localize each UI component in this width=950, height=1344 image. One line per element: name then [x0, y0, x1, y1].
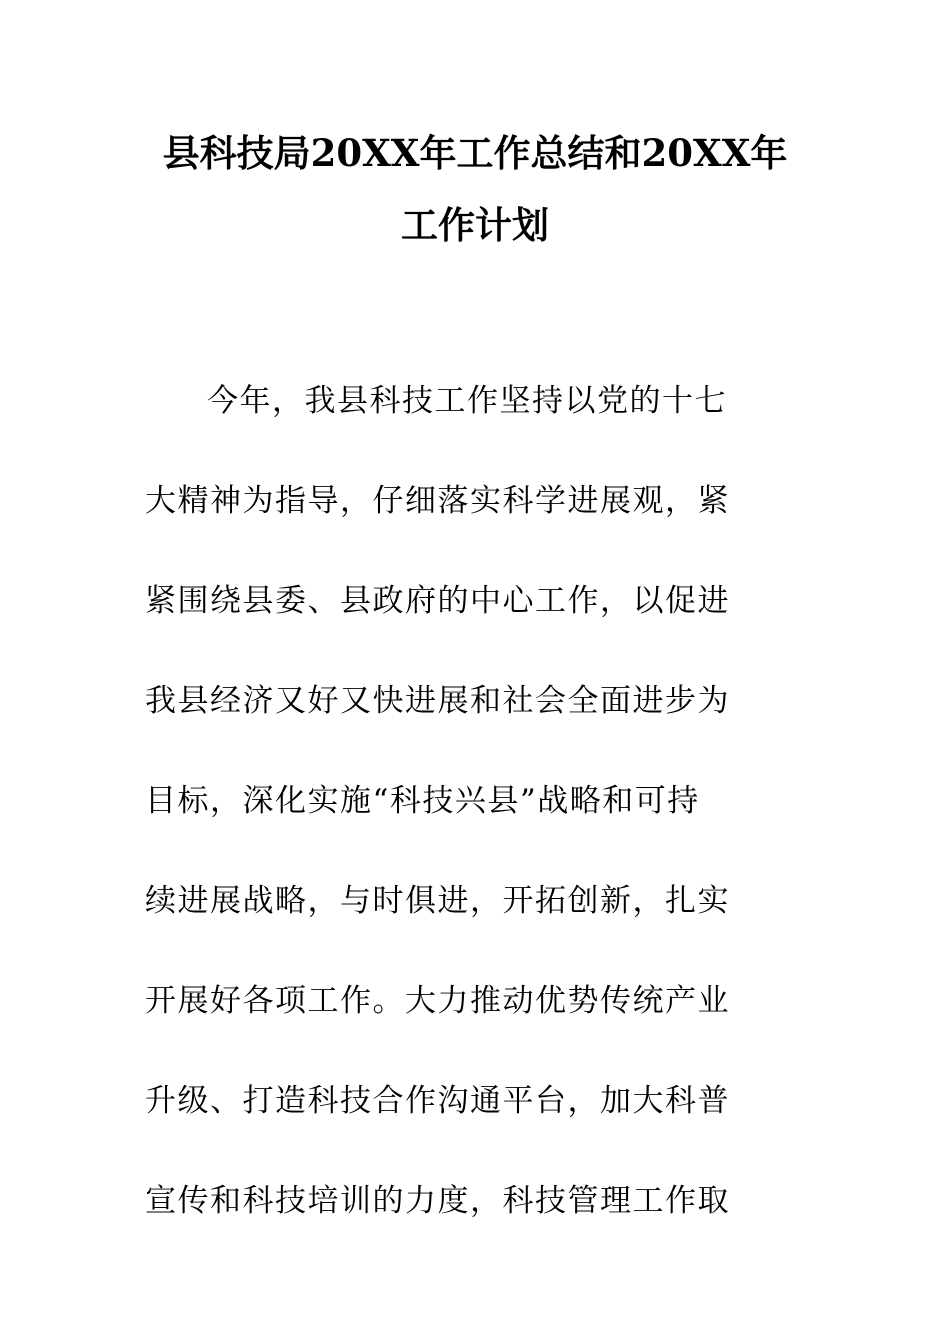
paragraph-line-3: 紧围绕县委、县政府的中心工作，以促进 [145, 583, 730, 619]
paragraph-line-2: 大精神为指导，仔细落实科学进展观，紧 [145, 483, 730, 519]
paragraph-line-6: 续进展战略，与时俱进，开拓创新，扎实 [145, 883, 730, 919]
document-title-line-1: 县科技局20XX年工作总结和20XX年 [162, 131, 788, 175]
document-title-line-2: 工作计划 [401, 203, 549, 247]
paragraph-line-9: 宣传和科技培训的力度，科技管理工作取 [145, 1183, 730, 1219]
paragraph-line-7: 开展好各项工作。大力推动优势传统产业 [145, 983, 730, 1019]
paragraph-line-8: 升级、打造科技合作沟通平台，加大科普 [145, 1083, 730, 1119]
paragraph-line-1: 今年，我县科技工作坚持以党的十七 [207, 383, 727, 419]
paragraph-line-5: 目标，深化实施“科技兴县”战略和可持 [145, 783, 700, 819]
paragraph-line-4: 我县经济又好又快进展和社会全面进步为 [145, 683, 730, 719]
